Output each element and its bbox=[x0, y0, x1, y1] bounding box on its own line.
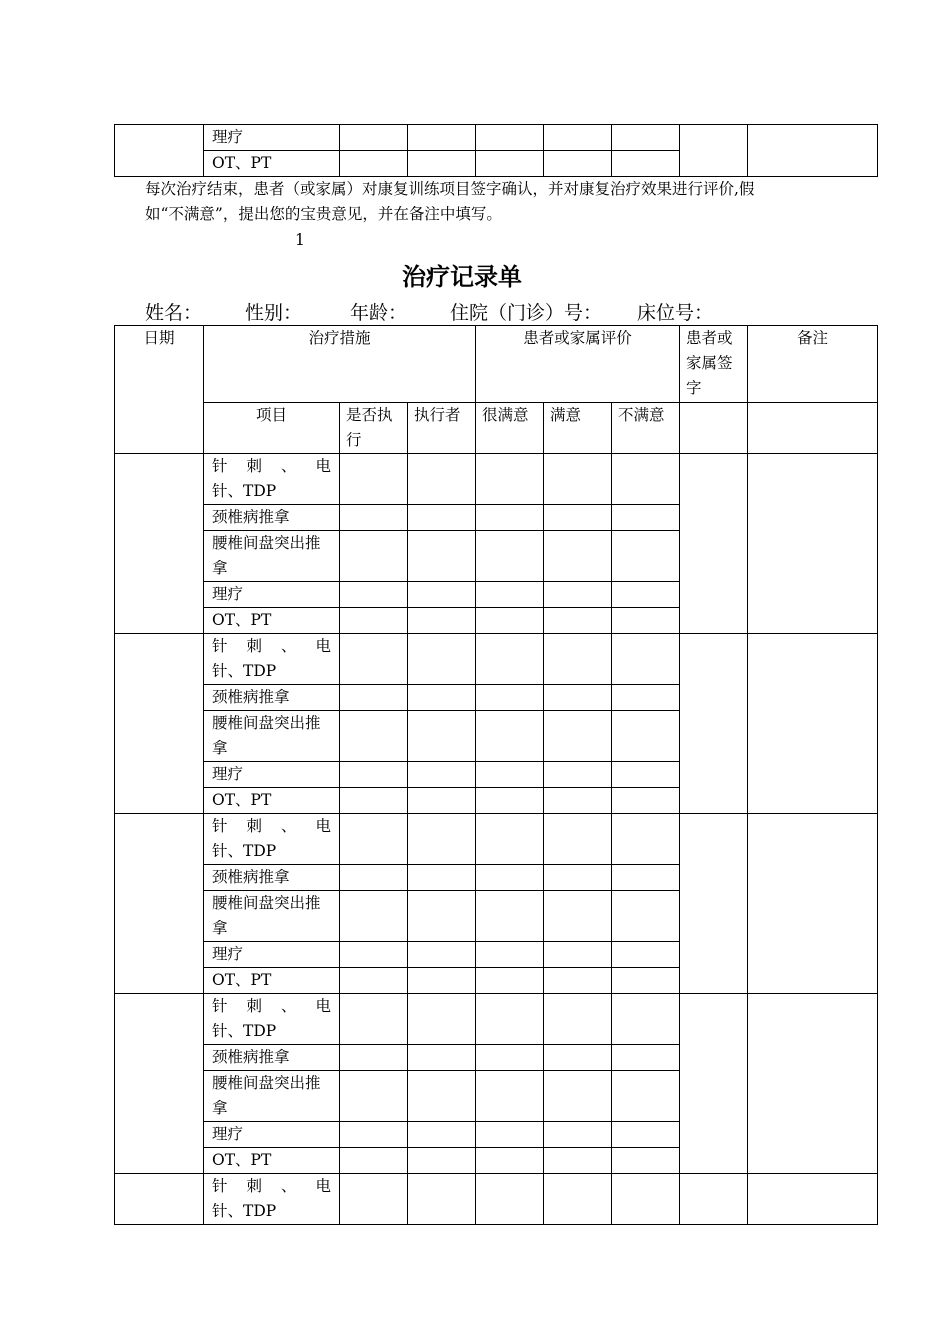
executed-cell[interactable] bbox=[340, 151, 408, 177]
item-label-line2: 针、TDP bbox=[212, 1022, 277, 1040]
item-label: 颈椎病推拿 bbox=[212, 688, 290, 706]
age-label: 年龄： bbox=[350, 302, 408, 324]
executor-cell[interactable] bbox=[408, 814, 476, 865]
executed-cell[interactable] bbox=[340, 814, 408, 865]
gender-label: 性别： bbox=[245, 302, 303, 324]
unsatisfied-cell[interactable] bbox=[612, 531, 680, 582]
item-label-line1: 针刺、电 bbox=[212, 457, 331, 475]
date-cell[interactable] bbox=[115, 634, 204, 814]
very-satisfied-cell[interactable] bbox=[476, 608, 544, 634]
executed-cell[interactable] bbox=[340, 1174, 408, 1225]
very-satisfied-cell[interactable] bbox=[476, 711, 544, 762]
executed-cell[interactable] bbox=[340, 1122, 408, 1148]
executed-cell[interactable] bbox=[340, 1045, 408, 1071]
unsatisfied-cell[interactable] bbox=[612, 942, 680, 968]
item-cell bbox=[204, 634, 340, 685]
table-row bbox=[115, 634, 878, 685]
remarks-cell[interactable] bbox=[748, 814, 878, 994]
item-cell bbox=[204, 762, 340, 788]
unsatisfied-cell[interactable] bbox=[612, 1045, 680, 1071]
item-label-line1: 腰椎间盘突出推 bbox=[212, 714, 321, 732]
unsatisfied-cell[interactable] bbox=[612, 814, 680, 865]
remarks-cell[interactable] bbox=[748, 634, 878, 814]
item-cell bbox=[204, 711, 340, 762]
executor-cell[interactable] bbox=[408, 531, 476, 582]
header-signature: 患者或家属签字 bbox=[680, 326, 748, 403]
page-number: 1 bbox=[295, 231, 305, 249]
item-label: 理疗 bbox=[212, 128, 244, 146]
item-label-line1: 针刺、电 bbox=[212, 817, 331, 835]
item-label: 颈椎病推拿 bbox=[212, 1048, 290, 1066]
item-cell bbox=[204, 1045, 340, 1071]
executed-cell[interactable] bbox=[340, 531, 408, 582]
satisfied-cell[interactable] bbox=[544, 505, 612, 531]
signature-cell[interactable] bbox=[680, 634, 748, 814]
very-satisfied-cell[interactable] bbox=[476, 1122, 544, 1148]
satisfied-cell[interactable] bbox=[544, 865, 612, 891]
satisfied-cell[interactable] bbox=[544, 942, 612, 968]
satisfied-cell[interactable] bbox=[544, 814, 612, 865]
satisfied-cell[interactable] bbox=[544, 788, 612, 814]
header-remarks-sub bbox=[748, 403, 878, 454]
table-row bbox=[115, 454, 878, 505]
satisfied-cell[interactable] bbox=[544, 762, 612, 788]
executed-cell[interactable] bbox=[340, 454, 408, 505]
item-label: OT、PT bbox=[212, 971, 272, 989]
executed-cell[interactable] bbox=[340, 608, 408, 634]
executor-cell[interactable] bbox=[408, 968, 476, 994]
executor-cell[interactable] bbox=[408, 711, 476, 762]
executor-cell[interactable] bbox=[408, 1122, 476, 1148]
item-label: OT、PT bbox=[212, 154, 272, 172]
date-cell[interactable] bbox=[115, 125, 204, 177]
header-executor: 执行者 bbox=[408, 403, 476, 454]
executed-cell[interactable] bbox=[340, 125, 408, 151]
table-row bbox=[115, 1174, 878, 1225]
executor-cell[interactable] bbox=[408, 1148, 476, 1174]
treatment-record-table bbox=[114, 325, 878, 1225]
item-label-line1: 针刺、电 bbox=[212, 637, 331, 655]
satisfied-cell[interactable] bbox=[544, 1148, 612, 1174]
executed-cell[interactable] bbox=[340, 891, 408, 942]
item-label-line1: 腰椎间盘突出推 bbox=[212, 534, 321, 552]
satisfied-cell[interactable] bbox=[544, 994, 612, 1045]
very-satisfied-cell[interactable] bbox=[476, 1045, 544, 1071]
executor-cell[interactable] bbox=[408, 788, 476, 814]
item-label: OT、PT bbox=[212, 611, 272, 629]
item-cell bbox=[204, 1122, 340, 1148]
very-satisfied-cell[interactable] bbox=[476, 891, 544, 942]
item-cell bbox=[204, 814, 340, 865]
unsatisfied-cell[interactable] bbox=[612, 454, 680, 505]
record-body bbox=[115, 454, 878, 1225]
item-label: 理疗 bbox=[212, 1125, 244, 1143]
item-cell bbox=[204, 865, 340, 891]
executor-cell[interactable] bbox=[408, 942, 476, 968]
remarks-cell[interactable] bbox=[748, 125, 878, 177]
unsatisfied-cell[interactable] bbox=[612, 1071, 680, 1122]
executed-cell[interactable] bbox=[340, 685, 408, 711]
executor-cell[interactable] bbox=[408, 151, 476, 177]
item-label-line1: 针刺、电 bbox=[212, 1177, 331, 1195]
very-satisfied-cell[interactable] bbox=[476, 865, 544, 891]
item-cell bbox=[204, 608, 340, 634]
signature-cell[interactable] bbox=[680, 125, 748, 177]
satisfied-cell[interactable] bbox=[544, 1045, 612, 1071]
executor-cell[interactable] bbox=[408, 994, 476, 1045]
executor-cell[interactable] bbox=[408, 1071, 476, 1122]
item-label: 理疗 bbox=[212, 765, 244, 783]
item-cell bbox=[204, 994, 340, 1045]
executed-cell[interactable] bbox=[340, 634, 408, 685]
executed-cell[interactable] bbox=[340, 1148, 408, 1174]
executor-cell[interactable] bbox=[408, 125, 476, 151]
item-cell bbox=[204, 1148, 340, 1174]
unsatisfied-cell[interactable] bbox=[612, 505, 680, 531]
item-cell bbox=[204, 582, 340, 608]
header-very-satisfied: 很满意 bbox=[476, 403, 544, 454]
page-title: 治疗记录单 bbox=[402, 262, 522, 291]
date-cell[interactable] bbox=[115, 1174, 204, 1225]
unsatisfied-cell[interactable] bbox=[612, 634, 680, 685]
very-satisfied-cell[interactable] bbox=[476, 685, 544, 711]
very-satisfied-cell[interactable] bbox=[476, 634, 544, 685]
item-label-line1: 腰椎间盘突出推 bbox=[212, 1074, 321, 1092]
item-cell bbox=[204, 531, 340, 582]
item-label-line1: 腰椎间盘突出推 bbox=[212, 894, 321, 912]
very-satisfied-cell[interactable] bbox=[476, 968, 544, 994]
satisfied-cell[interactable] bbox=[544, 531, 612, 582]
unsatisfied-cell[interactable] bbox=[612, 1174, 680, 1225]
header-evaluation: 患者或家属评价 bbox=[476, 326, 680, 403]
header-satisfied: 满意 bbox=[544, 403, 612, 454]
header-item: 项目 bbox=[204, 403, 340, 454]
item-cell bbox=[204, 968, 340, 994]
unsatisfied-cell[interactable] bbox=[612, 685, 680, 711]
name-label: 姓名： bbox=[145, 302, 203, 324]
admission-number-label: 住院（门诊）号： bbox=[450, 302, 603, 324]
executed-cell[interactable] bbox=[340, 762, 408, 788]
item-cell bbox=[204, 454, 340, 505]
executed-cell[interactable] bbox=[340, 1071, 408, 1122]
item-cell bbox=[204, 125, 340, 151]
satisfied-cell[interactable] bbox=[544, 685, 612, 711]
satisfied-cell[interactable] bbox=[544, 1122, 612, 1148]
satisfied-cell[interactable] bbox=[544, 634, 612, 685]
very-satisfied-cell[interactable] bbox=[476, 454, 544, 505]
header-signature-sub bbox=[680, 403, 748, 454]
item-cell bbox=[204, 942, 340, 968]
unsatisfied-cell[interactable] bbox=[612, 608, 680, 634]
unsatisfied-cell[interactable] bbox=[612, 865, 680, 891]
satisfied-cell[interactable] bbox=[544, 125, 612, 151]
satisfied-cell[interactable] bbox=[544, 1071, 612, 1122]
table-row bbox=[115, 994, 878, 1045]
satisfied-cell[interactable] bbox=[544, 151, 612, 177]
satisfied-cell[interactable] bbox=[544, 891, 612, 942]
very-satisfied-cell[interactable] bbox=[476, 151, 544, 177]
satisfied-cell[interactable] bbox=[544, 454, 612, 505]
executor-cell[interactable] bbox=[408, 608, 476, 634]
very-satisfied-cell[interactable] bbox=[476, 125, 544, 151]
very-satisfied-cell[interactable] bbox=[476, 505, 544, 531]
executed-cell[interactable] bbox=[340, 865, 408, 891]
table-row bbox=[115, 814, 878, 865]
unsatisfied-cell[interactable] bbox=[612, 1148, 680, 1174]
note-line-2: 如“不满意”，提出您的宝贵意见，并在备注中填写。 bbox=[145, 205, 502, 223]
unsatisfied-cell[interactable] bbox=[612, 1122, 680, 1148]
unsatisfied-cell[interactable] bbox=[612, 968, 680, 994]
very-satisfied-cell[interactable] bbox=[476, 814, 544, 865]
item-cell bbox=[204, 788, 340, 814]
executor-cell[interactable] bbox=[408, 505, 476, 531]
remarks-cell[interactable] bbox=[748, 1174, 878, 1225]
instruction-note bbox=[145, 177, 825, 227]
item-label: 理疗 bbox=[212, 585, 244, 603]
satisfied-cell[interactable] bbox=[544, 582, 612, 608]
note-line-1: 每次治疗结束，患者（或家属）对康复训练项目签字确认，并对康复治疗效果进行评价,假 bbox=[145, 180, 755, 198]
unsatisfied-cell[interactable] bbox=[612, 994, 680, 1045]
very-satisfied-cell[interactable] bbox=[476, 788, 544, 814]
header-unsatisfied: 不满意 bbox=[612, 403, 680, 454]
item-cell bbox=[204, 151, 340, 177]
satisfied-cell[interactable] bbox=[544, 1174, 612, 1225]
remarks-cell[interactable] bbox=[748, 454, 878, 634]
item-label: 颈椎病推拿 bbox=[212, 508, 290, 526]
very-satisfied-cell[interactable] bbox=[476, 762, 544, 788]
executed-cell[interactable] bbox=[340, 942, 408, 968]
item-cell bbox=[204, 505, 340, 531]
date-cell[interactable] bbox=[115, 454, 204, 634]
signature-cell[interactable] bbox=[680, 994, 748, 1174]
very-satisfied-cell[interactable] bbox=[476, 531, 544, 582]
item-label-line2: 拿 bbox=[212, 739, 228, 757]
executed-cell[interactable] bbox=[340, 968, 408, 994]
item-cell bbox=[204, 1174, 340, 1225]
satisfied-cell[interactable] bbox=[544, 968, 612, 994]
executor-cell[interactable] bbox=[408, 891, 476, 942]
executed-cell[interactable] bbox=[340, 505, 408, 531]
item-label: OT、PT bbox=[212, 791, 272, 809]
executor-cell[interactable] bbox=[408, 634, 476, 685]
executed-cell[interactable] bbox=[340, 711, 408, 762]
unsatisfied-cell[interactable] bbox=[612, 711, 680, 762]
remarks-cell[interactable] bbox=[748, 994, 878, 1174]
very-satisfied-cell[interactable] bbox=[476, 1071, 544, 1122]
signature-cell[interactable] bbox=[680, 814, 748, 994]
item-label-line2: 拿 bbox=[212, 559, 228, 577]
very-satisfied-cell[interactable] bbox=[476, 1174, 544, 1225]
executor-cell[interactable] bbox=[408, 454, 476, 505]
item-label-line1: 针刺、电 bbox=[212, 997, 331, 1015]
item-cell bbox=[204, 685, 340, 711]
unsatisfied-cell[interactable] bbox=[612, 151, 680, 177]
header-date: 日期 bbox=[115, 326, 204, 454]
item-label: OT、PT bbox=[212, 1151, 272, 1169]
item-label-line2: 针、TDP bbox=[212, 482, 277, 500]
very-satisfied-cell[interactable] bbox=[476, 942, 544, 968]
header-executed: 是否执行 bbox=[340, 403, 408, 454]
item-cell bbox=[204, 891, 340, 942]
executed-cell[interactable] bbox=[340, 788, 408, 814]
executed-cell[interactable] bbox=[340, 582, 408, 608]
executor-cell[interactable] bbox=[408, 762, 476, 788]
satisfied-cell[interactable] bbox=[544, 608, 612, 634]
item-label-line2: 针、TDP bbox=[212, 662, 277, 680]
executed-cell[interactable] bbox=[340, 994, 408, 1045]
signature-cell[interactable] bbox=[680, 454, 748, 634]
item-label-line2: 针、TDP bbox=[212, 1202, 277, 1220]
unsatisfied-cell[interactable] bbox=[612, 125, 680, 151]
header-remarks: 备注 bbox=[748, 326, 878, 403]
unsatisfied-cell[interactable] bbox=[612, 891, 680, 942]
very-satisfied-cell[interactable] bbox=[476, 1148, 544, 1174]
previous-page-table-fragment bbox=[114, 124, 878, 177]
unsatisfied-cell[interactable] bbox=[612, 582, 680, 608]
unsatisfied-cell[interactable] bbox=[612, 788, 680, 814]
unsatisfied-cell[interactable] bbox=[612, 762, 680, 788]
executor-cell[interactable] bbox=[408, 865, 476, 891]
item-label-line2: 针、TDP bbox=[212, 842, 277, 860]
executor-cell[interactable] bbox=[408, 685, 476, 711]
header-treatment: 治疗措施 bbox=[204, 326, 476, 403]
satisfied-cell[interactable] bbox=[544, 711, 612, 762]
item-label-line2: 拿 bbox=[212, 1099, 228, 1117]
item-label-line2: 拿 bbox=[212, 919, 228, 937]
item-label: 颈椎病推拿 bbox=[212, 868, 290, 886]
item-cell bbox=[204, 1071, 340, 1122]
signature-cell[interactable] bbox=[680, 1174, 748, 1225]
bed-number-label: 床位号： bbox=[637, 302, 714, 324]
executor-cell[interactable] bbox=[408, 1174, 476, 1225]
executor-cell[interactable] bbox=[408, 582, 476, 608]
executor-cell[interactable] bbox=[408, 1045, 476, 1071]
very-satisfied-cell[interactable] bbox=[476, 994, 544, 1045]
very-satisfied-cell[interactable] bbox=[476, 582, 544, 608]
date-cell[interactable] bbox=[115, 994, 204, 1174]
item-label: 理疗 bbox=[212, 945, 244, 963]
date-cell[interactable] bbox=[115, 814, 204, 994]
